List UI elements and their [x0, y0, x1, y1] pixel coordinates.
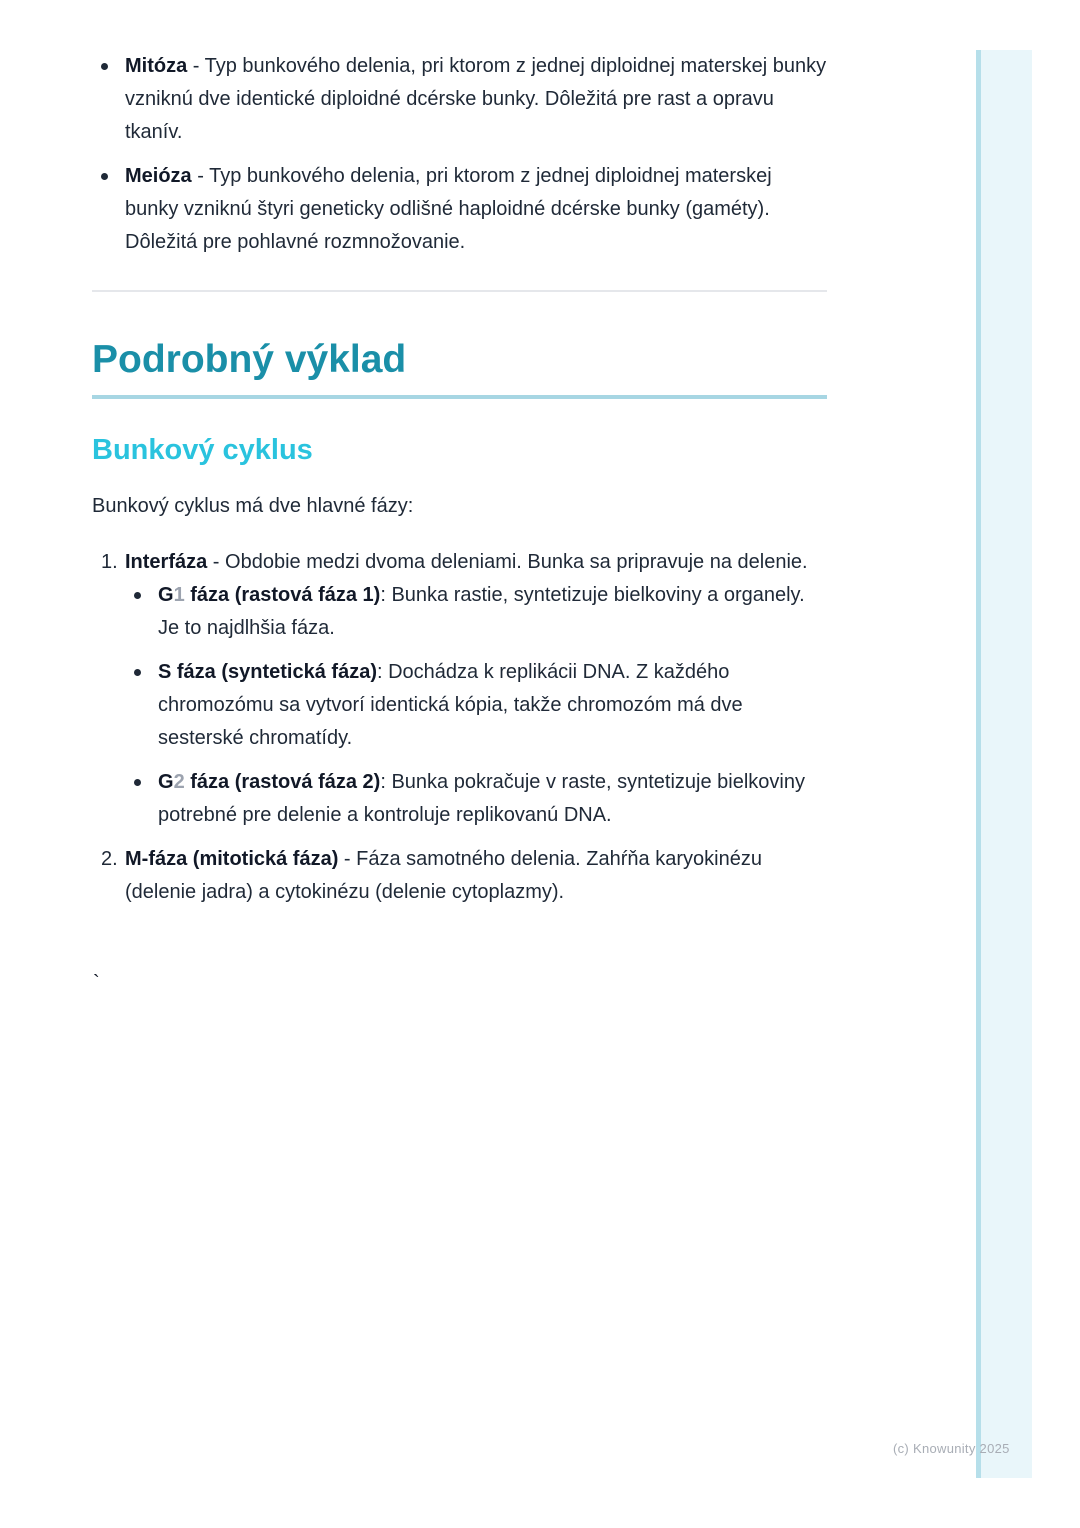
- bullet-icon: [134, 669, 141, 676]
- stray-backtick: `: [93, 972, 100, 994]
- term-rest: fáza (rastová fáza 2): [184, 771, 381, 793]
- term-prefix: G: [158, 584, 174, 606]
- list-number: 1.: [101, 551, 118, 573]
- term-interphase: Interfáza: [125, 551, 208, 573]
- term-meiosis: Meióza: [125, 165, 192, 187]
- bullet-icon: [101, 173, 108, 180]
- term-g2-phase: [158, 771, 380, 793]
- list-item-meiosis: [92, 160, 827, 259]
- definitions-section: [92, 50, 827, 270]
- phases-section: [92, 546, 827, 920]
- list-item-m-phase: [92, 843, 827, 909]
- subphases-list: [125, 579, 827, 832]
- side-panel: [976, 50, 1032, 1478]
- description-interphase: - Obdobie medzi dvoma deleniami. Bunka sa pripravuje na delenie.: [207, 551, 808, 573]
- definition-mitosis: - Typ bunkového delenia, pri ktorom z jednej diploidnej materskej bunky vzniknú dve identické diploidné dcérske bunky. Dôležitá pre rast a opravu tkanív.: [125, 55, 827, 143]
- section-heading: Bunkový cyklus: [92, 434, 313, 466]
- list-number: 2.: [101, 848, 118, 870]
- term-digit: 1: [173, 584, 185, 606]
- description-s-phase: : Dochádza k replikácii DNA. Z každého chromozómu sa vytvorí identická kópia, takže chromozóm má dve sesterské chromatídy.: [158, 661, 743, 749]
- term-rest: fáza (rastová fáza 1): [184, 584, 381, 606]
- horizontal-divider: [92, 290, 827, 292]
- description-m-phase: - Fáza samotného delenia. Zahŕňa karyokinézu (delenie jadra) a cytokinézu (delenie cytoplazmy).: [125, 848, 762, 903]
- list-item-g2-phase: [125, 766, 827, 832]
- term-s-phase: S fáza (syntetická fáza): [158, 661, 377, 683]
- list-item-g1-phase: [125, 579, 827, 645]
- intro-paragraph: Bunkový cyklus má dve hlavné fázy:: [92, 495, 414, 517]
- definition-meiosis: - Typ bunkového delenia, pri ktorom z jednej diploidnej materskej bunky vzniknú štyri geneticky odlišné haploidné dcérske bunky (gaméty). Dôležitá pre pohlavné rozmnožovanie.: [125, 165, 772, 253]
- term-prefix: G: [158, 771, 174, 793]
- term-digit: 2: [173, 771, 185, 793]
- list-item-s-phase: [125, 656, 827, 755]
- bullet-icon: [134, 592, 141, 599]
- definitions-list: [92, 50, 827, 259]
- page-title: Podrobný výklad: [92, 338, 407, 381]
- term-m-phase: M-fáza (mitotická fáza): [125, 848, 339, 870]
- description-g1-phase: : Bunka rastie, syntetizuje bielkoviny a organely. Je to najdlhšia fáza.: [158, 584, 805, 639]
- bullet-icon: [101, 63, 108, 70]
- term-mitosis: Mitóza: [125, 55, 188, 77]
- list-item-interphase: [92, 546, 827, 832]
- list-item-mitosis: [92, 50, 827, 149]
- title-underline: [92, 395, 827, 399]
- term-g1-phase: [158, 584, 380, 606]
- bullet-icon: [134, 779, 141, 786]
- phases-list: [92, 546, 827, 909]
- description-g2-phase: : Bunka pokračuje v raste, syntetizuje bielkoviny potrebné pre delenie a kontroluje replikovanú DNA.: [158, 771, 805, 826]
- copyright-footer: (c) Knowunity 2025: [893, 1441, 1010, 1456]
